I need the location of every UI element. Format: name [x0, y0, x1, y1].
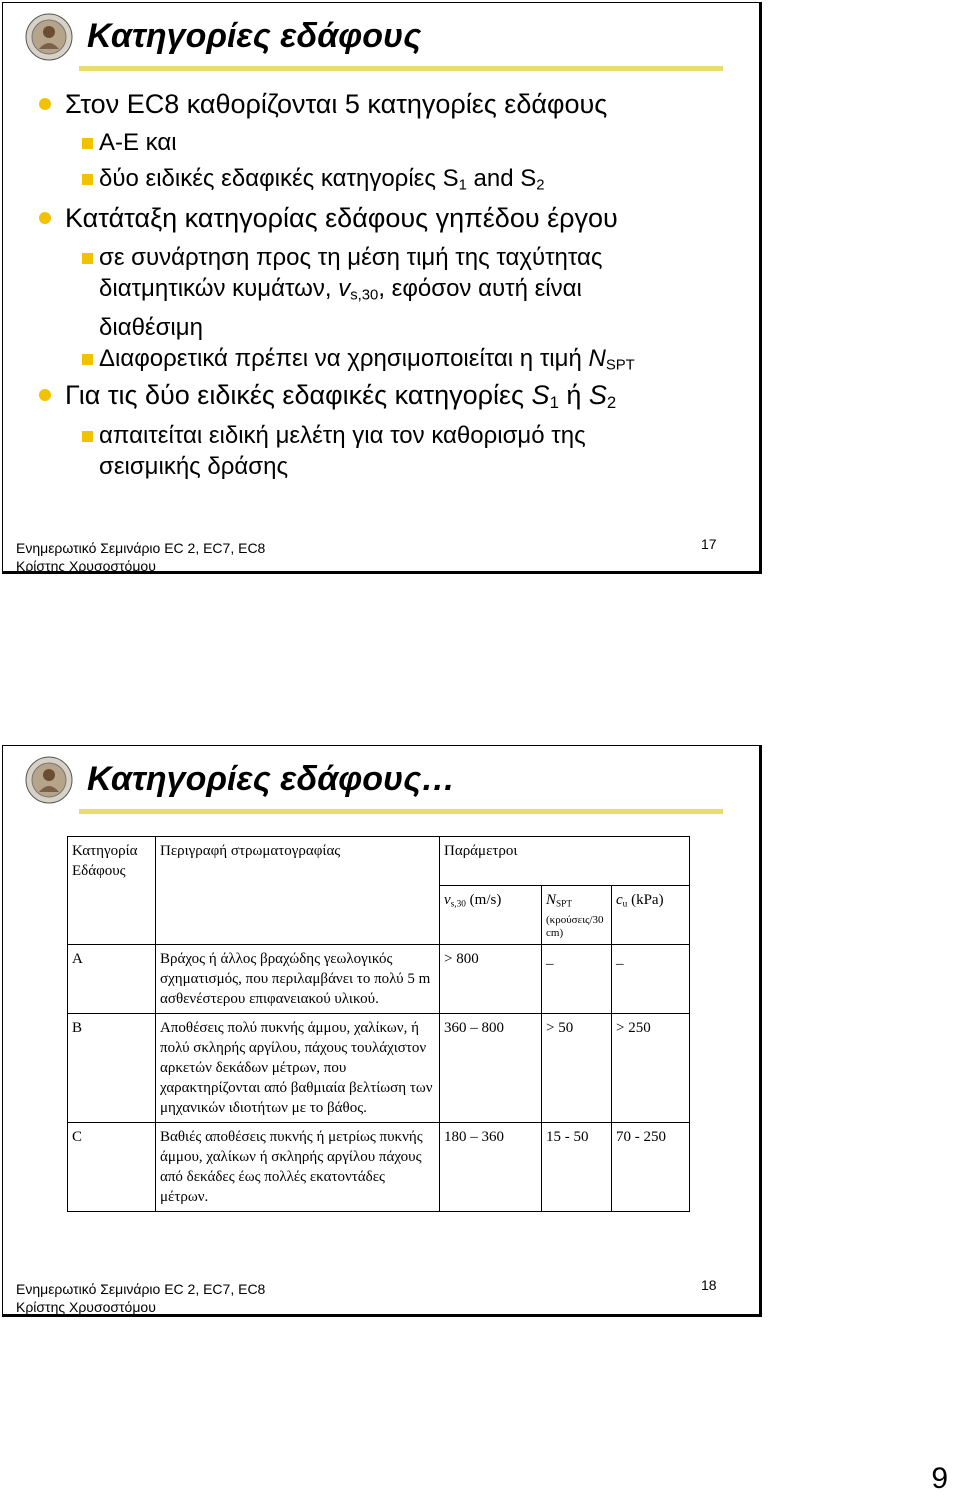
header-cu: $c_u$ (kPa)	[612, 885, 690, 944]
subbullet-special-categories: δύο ειδικές εδαφικές κατηγορίες $S_1$ and $S_2$	[99, 163, 545, 202]
cell-cu: _	[612, 944, 690, 1013]
table-subheader-row	[68, 885, 690, 944]
cell-vs30: > 800	[440, 944, 542, 1013]
cell-description: Βαθιές αποθέσεις πυκνής ή μετρίως πυκνής άμμου, χαλίκων ή σκληρής αργίλου πάχους από δεκάδες έως πολλές εκατοντάδες μέτρων.	[156, 1122, 440, 1211]
document-page-number: 9	[931, 1462, 948, 1495]
bullet-dot-icon	[39, 212, 51, 224]
header-description: Περιγραφή στρωματογραφίας	[156, 837, 440, 886]
square-bullet-icon	[82, 253, 93, 264]
slide-title: Κατηγορίες εδάφους	[87, 17, 422, 55]
title-rule	[79, 809, 723, 814]
cell-description: Αποθέσεις πολύ πυκνής άμμου, χαλίκων, ή πολύ σκληρής αργίλου, πάχους τουλάχιστον αρκετών δεκάδων μέτρων, που χαρακτηρίζονται από βαθμιαία βελτίωση των μηχανικών ιδιοτήτων με το βάθος.	[156, 1013, 440, 1122]
slide-17	[2, 2, 762, 574]
square-bullet-icon	[82, 174, 93, 185]
header-nspt: $N_{SPT}$ (κρούσεις/30 cm)	[542, 885, 612, 944]
bullet-ec8-categories: Στον EC8 καθορίζονται 5 κατηγορίες εδάφους	[65, 89, 607, 120]
soil-category-table	[67, 836, 690, 1212]
table-row	[68, 1013, 690, 1122]
title-rule	[79, 66, 723, 71]
subbullet-shear-velocity: σε συνάρτηση προς τη μέση τιμή της ταχύτητας διατμητικών κυμάτων, $v_{s,30}$, εφόσον αυτή είναι διαθέσιμη	[99, 242, 699, 343]
cell-category: B	[68, 1013, 156, 1122]
header-parameters: Παράμετροι	[440, 837, 690, 886]
square-bullet-icon	[82, 138, 93, 149]
table-header-row	[68, 837, 690, 886]
slide-title: Κατηγορίες εδάφους…	[87, 760, 456, 798]
shear-velocity-line: διατμητικών κυμάτων, $v_{s,30}$, εφόσον αυτή είναι	[99, 275, 582, 304]
cell-category: C	[68, 1122, 156, 1211]
bullet-site-classification: Κατάταξη κατηγορίας εδάφους γηπέδου έργου	[65, 203, 618, 234]
table-row	[68, 1122, 690, 1211]
bullet-dot-icon	[39, 98, 51, 110]
cell-vs30: 360 – 800	[440, 1013, 542, 1122]
cell-cu: 70 - 250	[612, 1122, 690, 1211]
cell-category: A	[68, 944, 156, 1013]
header-category: Κατηγορία Εδάφους	[68, 837, 156, 886]
subbullet-a-e: Α-Ε και	[99, 127, 177, 158]
slide-18	[2, 745, 762, 1317]
slide-number: 17	[701, 536, 717, 552]
university-seal-logo	[25, 13, 73, 61]
bullet-special-soils: Για τις δύο ειδικές εδαφικές κατηγορίες $S_1$ ή $S_2$	[65, 380, 616, 413]
cell-vs30: 180 – 360	[440, 1122, 542, 1211]
cell-nspt: > 50	[542, 1013, 612, 1122]
subbullet-nspt: Διαφορετικά πρέπει να χρησιμοποιείται η τιμή $N_{SPT}$	[99, 343, 635, 382]
slide-number: 18	[701, 1277, 717, 1293]
slide-footer: Ενημερωτικό Σεμινάριο EC 2, EC7, EC8 Κρίστης Χρυσοστόμου	[16, 540, 266, 574]
slide-footer: Ενημερωτικό Σεμινάριο EC 2, EC7, EC8 Κρίστης Χρυσοστόμου	[16, 1281, 266, 1315]
cell-nspt: _	[542, 944, 612, 1013]
bullet-dot-icon	[39, 389, 51, 401]
table-row	[68, 944, 690, 1013]
square-bullet-icon	[82, 354, 93, 365]
header-vs30: $v_{s,30}$ (m/s)	[440, 885, 542, 944]
cell-description: Βράχος ή άλλος βραχώδης γεωλογικός σχηματισμός, που περιλαμβάνει το πολύ 5 m ασθενέστερου επιφανειακού υλικού.	[156, 944, 440, 1013]
square-bullet-icon	[82, 431, 93, 442]
subbullet-special-study: απαιτείται ειδική μελέτη για τον καθορισμό της σεισμικής δράσης	[99, 420, 699, 482]
cell-cu: > 250	[612, 1013, 690, 1122]
university-seal-logo	[25, 756, 73, 804]
cell-nspt: 15 - 50	[542, 1122, 612, 1211]
